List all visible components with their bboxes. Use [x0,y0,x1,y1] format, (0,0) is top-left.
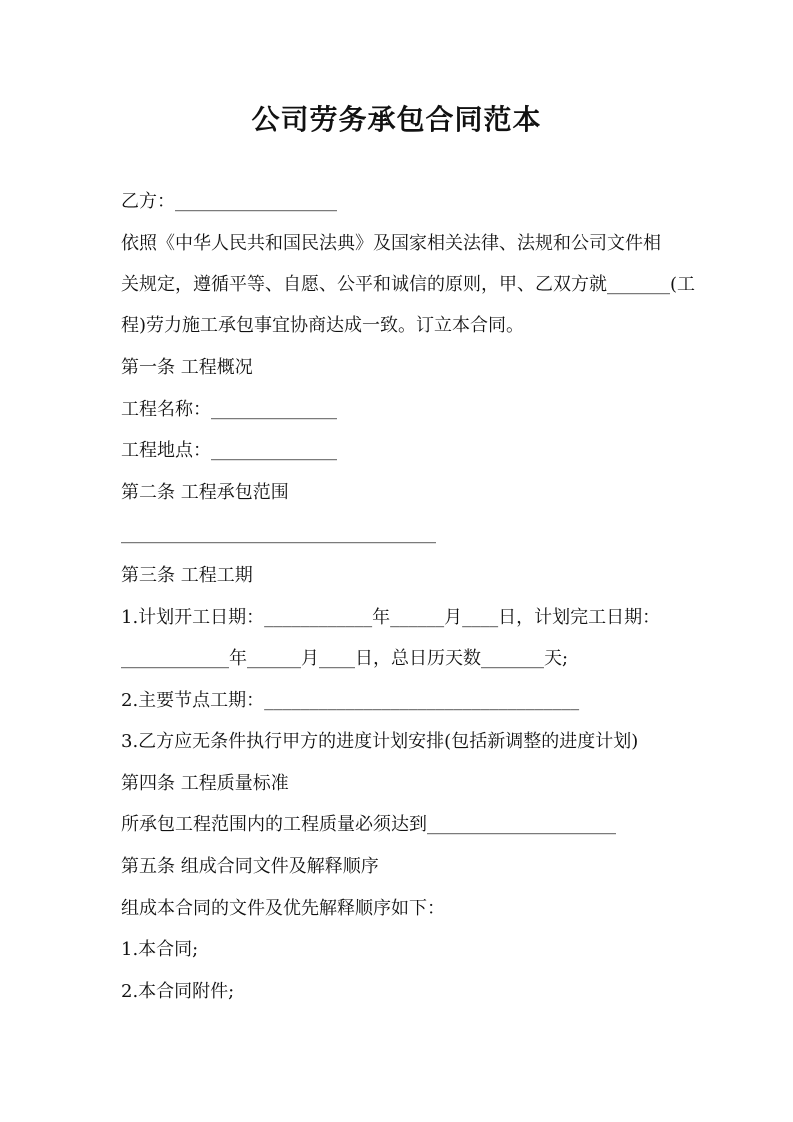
article-1-heading: 第一条 工程概况 [121,357,253,378]
article-3-heading: 第三条 工程工期 [121,565,253,586]
milestone-line: 2.主要节点工期：___________________________________ [121,690,580,711]
preamble-line-3: 程)劳力施工承包事宜协商达成一致。订立本合同。 [121,315,525,336]
progress-plan-line: 3.乙方应无条件执行甲方的进度计划安排(包括新调整的进度计划) [121,731,639,752]
scope-blank-line: ___________________________________ [121,523,436,544]
project-location-line: 工程地点：______________ [121,440,337,461]
quality-standard-line: 所承包工程范围内的工程质量必须达到_____________________ [121,814,616,835]
preamble-line-1: 依照《中华人民共和国民法典》及国家相关法律、法规和公司文件相 [121,233,661,254]
article-5-heading: 第五条 组成合同文件及解释顺序 [121,856,379,877]
party-b-line: 乙方：__________________ [121,191,337,212]
document-item-2: 2.本合同附件; [121,981,235,1002]
preamble-line-2: 关规定，遵循平等、自愿、公平和诚信的原则，甲、乙双方就_______(工 [121,274,696,295]
document-title: 公司劳务承包合同范本 [251,103,542,136]
documents-intro-line: 组成本合同的文件及优先解释顺序如下： [121,898,445,919]
article-4-heading: 第四条 工程质量标准 [121,773,289,794]
article-2-heading: 第二条 工程承包范围 [121,482,289,503]
schedule-line-2: ____________年______月____日，总日历天数_______天; [121,648,569,669]
project-name-line: 工程名称：______________ [121,399,337,420]
schedule-line-1: 1.计划开工日期：____________年______月____日，计划完工日期： [121,607,661,628]
document-item-1: 1.本合同; [121,939,199,960]
